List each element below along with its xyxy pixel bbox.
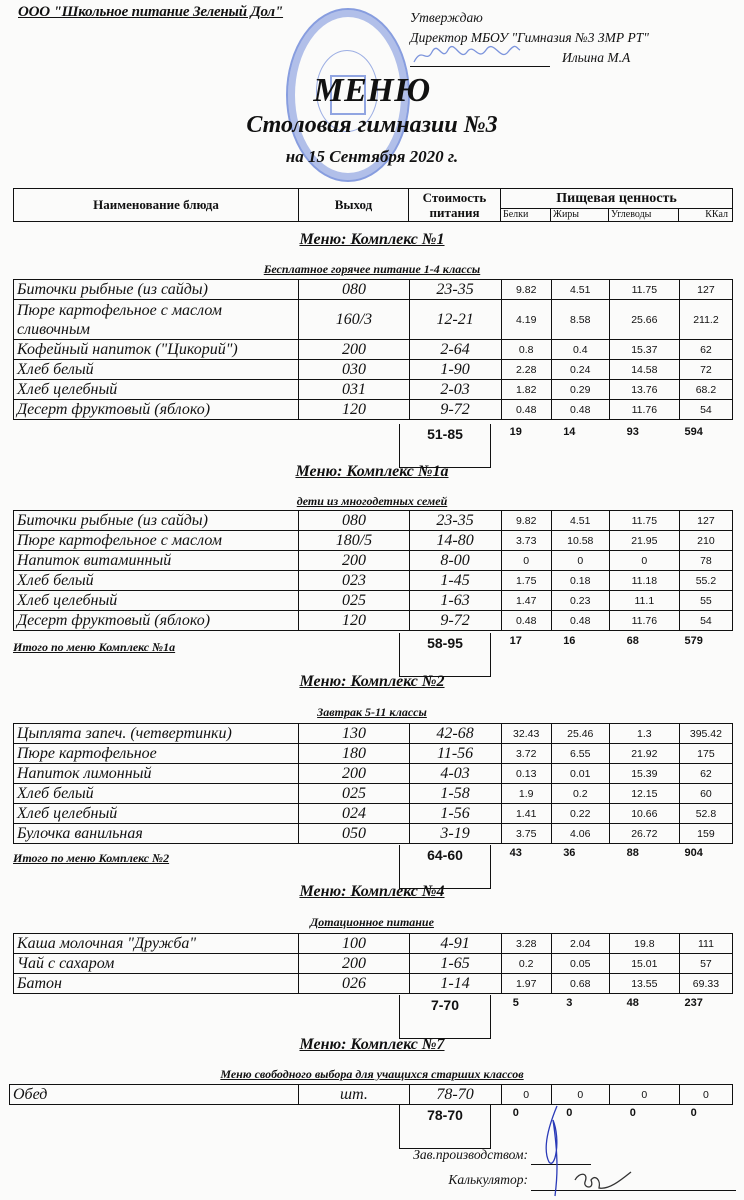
total-fats: 14 xyxy=(563,426,576,438)
total-proteins: 17 xyxy=(509,635,522,647)
table-row xyxy=(14,784,733,804)
dish-kcal: 55 xyxy=(679,591,732,611)
dish-name: Пюре картофельное xyxy=(14,744,299,764)
dish-output: 130 xyxy=(299,724,409,744)
dish-fats: 0.48 xyxy=(551,611,609,631)
table-row xyxy=(14,571,733,591)
total-fats: 36 xyxy=(563,847,576,859)
dish-output: 180 xyxy=(299,744,409,764)
dish-carbs: 11.76 xyxy=(609,400,679,420)
dish-output: 050 xyxy=(299,824,409,844)
total-cost: 78-70 xyxy=(399,1105,491,1149)
dish-fats: 0.68 xyxy=(551,974,609,994)
dish-carbs: 15.37 xyxy=(609,340,679,360)
section-title: Меню: Комплекс №1а xyxy=(295,463,449,480)
dish-fats: 6.55 xyxy=(551,744,609,764)
dish-proteins: 0.8 xyxy=(501,340,551,360)
dish-kcal: 60 xyxy=(679,784,732,804)
dish-cost: 1-56 xyxy=(409,804,501,824)
table-row xyxy=(14,934,733,954)
dish-carbs: 21.92 xyxy=(609,744,679,764)
dish-proteins: 0 xyxy=(501,551,551,571)
dish-name: Хлеб целебный xyxy=(14,591,299,611)
dish-proteins: 0.13 xyxy=(501,764,551,784)
dish-name: Батон xyxy=(14,974,299,994)
dish-proteins: 1.41 xyxy=(501,804,551,824)
dish-fats: 8.58 xyxy=(551,300,609,340)
dish-carbs: 11.75 xyxy=(609,280,679,300)
dish-kcal: 0 xyxy=(679,1085,732,1105)
header-nutrition-title: Пищевая ценность xyxy=(501,189,732,209)
table-row xyxy=(10,1085,733,1105)
page-date: на 15 Сентября 2020 г. xyxy=(285,147,459,166)
dish-name: Булочка ванильная xyxy=(14,824,299,844)
dish-carbs: 11.18 xyxy=(609,571,679,591)
dish-carbs: 11.1 xyxy=(609,591,679,611)
header-carbs: Углеводы xyxy=(609,208,679,221)
dish-carbs: 14.58 xyxy=(609,360,679,380)
total-proteins: 43 xyxy=(509,847,522,859)
dish-cost: 14-80 xyxy=(409,531,501,551)
table-header xyxy=(13,188,733,222)
total-proteins: 5 xyxy=(512,997,519,1009)
dish-carbs: 13.76 xyxy=(609,380,679,400)
dish-output: 080 xyxy=(299,511,409,531)
total-nutrition xyxy=(491,997,720,1009)
header-name: Наименование блюда xyxy=(14,189,299,221)
approval-signer: Ильина М.А xyxy=(562,50,631,65)
dish-name: Хлеб целебный xyxy=(14,804,299,824)
approval-line1: Утверждаю xyxy=(410,10,483,25)
table-row xyxy=(14,824,733,844)
total-kcal: 237 xyxy=(684,997,703,1009)
total-nutrition xyxy=(491,1107,720,1119)
total-kcal: 579 xyxy=(684,635,703,647)
dish-proteins: 1.75 xyxy=(501,571,551,591)
dish-kcal: 57 xyxy=(679,954,732,974)
total-nutrition xyxy=(491,426,720,438)
section-subtitle: Меню свободного выбора для учащихся старших классов xyxy=(220,1067,524,1081)
table-row xyxy=(14,280,733,300)
dish-cost: 9-72 xyxy=(409,400,501,420)
dish-output: 025 xyxy=(299,591,409,611)
dish-proteins: 3.72 xyxy=(501,744,551,764)
dish-kcal: 54 xyxy=(679,611,732,631)
section-subtitle: Бесплатное горячее питание 1-4 классы xyxy=(263,262,481,276)
dish-name: Хлеб белый xyxy=(14,571,299,591)
dish-cost: 2-64 xyxy=(409,340,501,360)
dish-name: Десерт фруктовый (яблоко) xyxy=(14,400,299,420)
dish-proteins: 0.48 xyxy=(501,400,551,420)
dish-carbs: 10.66 xyxy=(609,804,679,824)
dish-fats: 0.2 xyxy=(551,784,609,804)
dish-proteins: 0.48 xyxy=(501,611,551,631)
table-row xyxy=(14,954,733,974)
dish-kcal: 159 xyxy=(679,824,732,844)
dish-proteins: 1.9 xyxy=(501,784,551,804)
total-label: Итого по меню Комплекс №2 xyxy=(13,851,170,865)
dish-kcal: 127 xyxy=(679,511,732,531)
dish-output: 025 xyxy=(299,784,409,804)
dish-name: Цыплята запеч. (четвертинки) xyxy=(14,724,299,744)
dish-output: 200 xyxy=(299,340,409,360)
total-fats: 0 xyxy=(566,1107,573,1119)
dish-fats: 0.24 xyxy=(551,360,609,380)
approval-line2: Директор МБОУ "Гимназия №3 ЗМР РТ" xyxy=(410,30,649,45)
dish-kcal: 78 xyxy=(679,551,732,571)
dish-kcal: 175 xyxy=(679,744,732,764)
dish-kcal: 62 xyxy=(679,340,732,360)
dish-cost: 1-14 xyxy=(409,974,501,994)
header-fats: Жиры xyxy=(551,208,609,221)
total-cost: 7-70 xyxy=(399,995,491,1039)
dish-kcal: 68.2 xyxy=(679,380,732,400)
dish-proteins: 3.73 xyxy=(501,531,551,551)
dish-cost: 1-45 xyxy=(409,571,501,591)
total-fats: 3 xyxy=(566,997,573,1009)
menu-table-complex-1a xyxy=(13,510,733,631)
table-row xyxy=(14,380,733,400)
production-head-label: Зав.производством: xyxy=(413,1147,528,1162)
dish-output: 031 xyxy=(299,380,409,400)
dish-output: 120 xyxy=(299,611,409,631)
dish-proteins: 1.47 xyxy=(501,591,551,611)
dish-kcal: 211.2 xyxy=(679,300,732,340)
dish-carbs: 15.01 xyxy=(609,954,679,974)
dish-name: Хлеб белый xyxy=(14,784,299,804)
dish-kcal: 55.2 xyxy=(679,571,732,591)
approval-signature-line xyxy=(410,66,550,67)
menu-table-complex-2 xyxy=(13,723,733,844)
dish-proteins: 1.97 xyxy=(501,974,551,994)
total-proteins: 19 xyxy=(509,426,522,438)
dish-kcal: 54 xyxy=(679,400,732,420)
dish-cost: 9-72 xyxy=(409,611,501,631)
dish-fats: 0 xyxy=(551,1085,609,1105)
dish-kcal: 127 xyxy=(679,280,732,300)
dish-kcal: 62 xyxy=(679,764,732,784)
dish-carbs: 15.39 xyxy=(609,764,679,784)
dish-proteins: 0 xyxy=(501,1085,551,1105)
dish-cost: 8-00 xyxy=(409,551,501,571)
dish-output: шт. xyxy=(299,1085,409,1105)
total-carbs: 0 xyxy=(629,1107,636,1119)
total-label: Итого по меню Комплекс №1а xyxy=(13,640,176,654)
header-kcal: ККал xyxy=(705,209,728,220)
calculator-label: Калькулятор: xyxy=(448,1172,528,1187)
dish-name: Пюре картофельное с маслом сливочным xyxy=(14,300,299,340)
dish-name: Напиток витаминный xyxy=(14,551,299,571)
dish-carbs: 26.72 xyxy=(609,824,679,844)
total-carbs: 48 xyxy=(626,997,639,1009)
table-row xyxy=(14,744,733,764)
dish-cost: 3-19 xyxy=(409,824,501,844)
dish-name: Кофейный напиток ("Цикорий") xyxy=(14,340,299,360)
total-carbs: 93 xyxy=(626,426,639,438)
dish-output: 200 xyxy=(299,954,409,974)
dish-output: 200 xyxy=(299,551,409,571)
dish-output: 024 xyxy=(299,804,409,824)
production-head-signature-line xyxy=(531,1164,591,1165)
dish-kcal: 395.42 xyxy=(679,724,732,744)
section-title: Меню: Комплекс №7 xyxy=(299,1036,445,1053)
dish-name: Биточки рыбные (из сайды) xyxy=(14,280,299,300)
dish-cost: 2-03 xyxy=(409,380,501,400)
dish-cost: 23-35 xyxy=(409,511,501,531)
dish-carbs: 21.95 xyxy=(609,531,679,551)
dish-name: Напиток лимонный xyxy=(14,764,299,784)
section-subtitle: дети из многодетных семей xyxy=(296,494,448,508)
dish-fats: 4.51 xyxy=(551,280,609,300)
dish-proteins: 1.82 xyxy=(501,380,551,400)
calculator-signature-line xyxy=(531,1190,736,1191)
total-cost: 58-95 xyxy=(399,633,491,677)
table-row xyxy=(14,611,733,631)
dish-cost: 1-65 xyxy=(409,954,501,974)
dish-carbs: 13.55 xyxy=(609,974,679,994)
table-row xyxy=(14,511,733,531)
dish-fats: 0.01 xyxy=(551,764,609,784)
dish-fats: 0.22 xyxy=(551,804,609,824)
dish-name: Каша молочная "Дружба" xyxy=(14,934,299,954)
dish-output: 160/3 xyxy=(299,300,409,340)
dish-cost: 1-63 xyxy=(409,591,501,611)
table-row xyxy=(14,531,733,551)
table-row xyxy=(14,300,733,340)
dish-output: 080 xyxy=(299,280,409,300)
header-cost-line2: питания xyxy=(429,205,480,220)
header-output: Выход xyxy=(299,189,409,221)
header-cost-line1: Стоимость xyxy=(422,190,487,205)
dish-name: Десерт фруктовый (яблоко) xyxy=(14,611,299,631)
header-nutrition xyxy=(501,189,732,221)
organization-name: ООО "Школьное питание Зеленый Дол" xyxy=(18,4,284,20)
dish-name: Обед xyxy=(10,1085,299,1105)
dish-output: 180/5 xyxy=(299,531,409,551)
dish-output: 200 xyxy=(299,764,409,784)
dish-kcal: 210 xyxy=(679,531,732,551)
dish-fats: 0.4 xyxy=(551,340,609,360)
dish-carbs: 12.15 xyxy=(609,784,679,804)
approval-block xyxy=(410,8,649,68)
dish-name: Биточки рыбные (из сайды) xyxy=(14,511,299,531)
dish-cost: 12-21 xyxy=(409,300,501,340)
total-nutrition xyxy=(491,847,720,859)
header-cost xyxy=(409,189,501,221)
table-row xyxy=(14,591,733,611)
total-kcal: 0 xyxy=(690,1107,697,1119)
total-fats: 16 xyxy=(563,635,576,647)
dish-name: Хлеб целебный xyxy=(14,380,299,400)
dish-kcal: 52.8 xyxy=(679,804,732,824)
dish-cost: 4-91 xyxy=(409,934,501,954)
dish-fats: 0.18 xyxy=(551,571,609,591)
dish-fats: 0.29 xyxy=(551,380,609,400)
table-row xyxy=(14,360,733,380)
dish-kcal: 69.33 xyxy=(679,974,732,994)
menu-table-complex-7 xyxy=(9,1084,733,1105)
dish-output: 026 xyxy=(299,974,409,994)
total-carbs: 88 xyxy=(626,847,639,859)
dish-proteins: 32.43 xyxy=(501,724,551,744)
dish-fats: 0.23 xyxy=(551,591,609,611)
dish-carbs: 25.66 xyxy=(609,300,679,340)
section-subtitle: Дотационное питание xyxy=(310,915,434,929)
dish-cost: 1-90 xyxy=(409,360,501,380)
dish-cost: 4-03 xyxy=(409,764,501,784)
table-row xyxy=(14,340,733,360)
dish-output: 023 xyxy=(299,571,409,591)
dish-cost: 1-58 xyxy=(409,784,501,804)
dish-proteins: 3.28 xyxy=(501,934,551,954)
section-title: Меню: Комплекс №2 xyxy=(299,673,445,690)
dish-fats: 25.46 xyxy=(551,724,609,744)
dish-name: Хлеб белый xyxy=(14,360,299,380)
total-kcal: 594 xyxy=(684,426,703,438)
header-proteins: Белки xyxy=(501,208,551,221)
dish-carbs: 19.8 xyxy=(609,934,679,954)
section-title: Меню: Комплекс №1 xyxy=(299,231,445,248)
dish-carbs: 0 xyxy=(609,551,679,571)
total-cost: 51-85 xyxy=(399,424,491,468)
dish-fats: 0 xyxy=(551,551,609,571)
table-row xyxy=(14,804,733,824)
total-carbs: 68 xyxy=(626,635,639,647)
table-row xyxy=(14,974,733,994)
dish-fats: 0.05 xyxy=(551,954,609,974)
dish-proteins: 0.2 xyxy=(501,954,551,974)
dish-fats: 0.48 xyxy=(551,400,609,420)
dish-proteins: 4.19 xyxy=(501,300,551,340)
total-kcal: 904 xyxy=(684,847,703,859)
dish-proteins: 9.82 xyxy=(501,511,551,531)
dish-proteins: 3.75 xyxy=(501,824,551,844)
dish-cost: 78-70 xyxy=(409,1085,501,1105)
page-subtitle: Столовая гимназии №3 xyxy=(246,112,498,138)
dish-carbs: 0 xyxy=(609,1085,679,1105)
dish-fats: 4.06 xyxy=(551,824,609,844)
dish-name: Чай с сахаром xyxy=(14,954,299,974)
total-proteins: 0 xyxy=(512,1107,519,1119)
dish-output: 100 xyxy=(299,934,409,954)
total-nutrition xyxy=(491,635,720,647)
dish-kcal: 111 xyxy=(679,934,732,954)
dish-output: 120 xyxy=(299,400,409,420)
dish-fats: 10.58 xyxy=(551,531,609,551)
dish-output: 030 xyxy=(299,360,409,380)
dish-cost: 23-35 xyxy=(409,280,501,300)
dish-kcal: 72 xyxy=(679,360,732,380)
dish-cost: 11-56 xyxy=(409,744,501,764)
table-row xyxy=(14,551,733,571)
dish-proteins: 2.28 xyxy=(501,360,551,380)
section-title: Меню: Комплекс №4 xyxy=(299,883,445,900)
dish-fats: 4.51 xyxy=(551,511,609,531)
total-cost: 64-60 xyxy=(399,845,491,889)
table-row xyxy=(14,724,733,744)
table-row xyxy=(14,400,733,420)
table-row xyxy=(14,764,733,784)
dish-fats: 2.04 xyxy=(551,934,609,954)
menu-table-complex-4 xyxy=(13,933,733,994)
dish-carbs: 11.75 xyxy=(609,511,679,531)
dish-carbs: 11.76 xyxy=(609,611,679,631)
dish-carbs: 1.3 xyxy=(609,724,679,744)
section-subtitle: Завтрак 5-11 классы xyxy=(317,705,427,719)
menu-table-complex-1 xyxy=(13,279,733,420)
dish-name: Пюре картофельное с маслом xyxy=(14,531,299,551)
dish-cost: 42-68 xyxy=(409,724,501,744)
dish-proteins: 9.82 xyxy=(501,280,551,300)
page-title: МЕНЮ xyxy=(313,72,431,109)
